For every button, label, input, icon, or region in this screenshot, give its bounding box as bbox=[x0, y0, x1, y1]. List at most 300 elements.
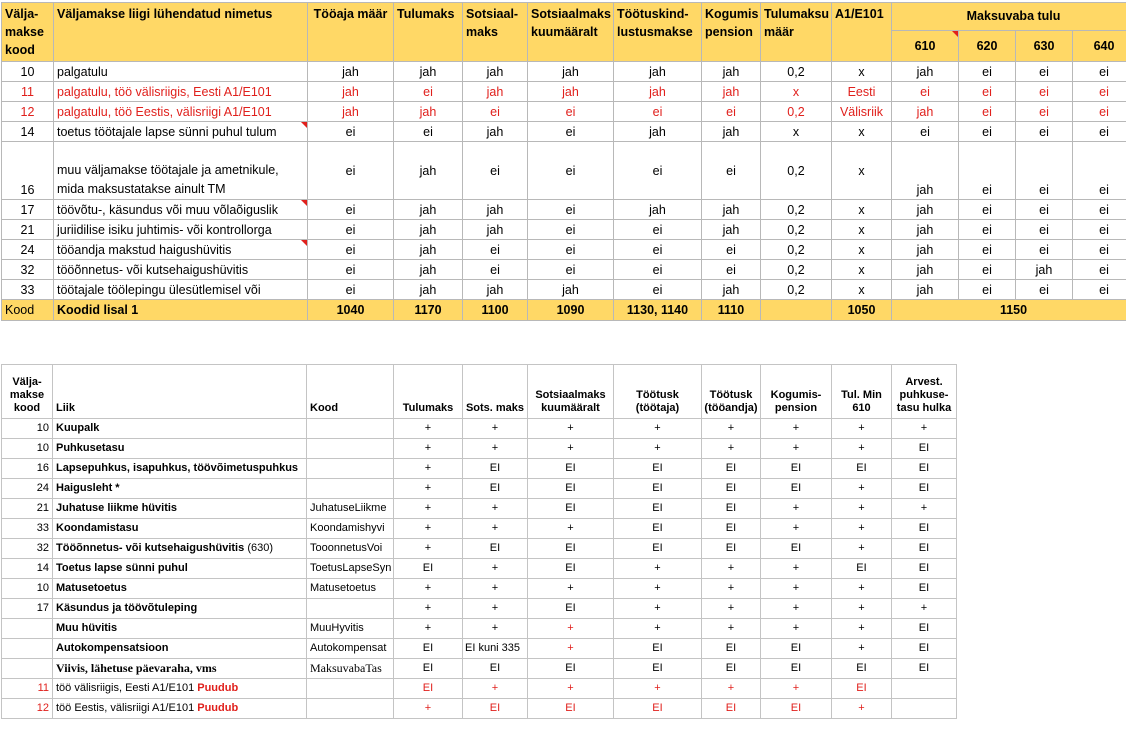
row-cell: jah bbox=[702, 82, 761, 102]
row-cell: + bbox=[528, 519, 614, 539]
row-type-label: töö välisriigis, Eesti A1/E101 bbox=[56, 682, 195, 694]
row-cell: EI bbox=[761, 639, 832, 659]
table1-row bbox=[2, 122, 1126, 142]
row-cell: jah bbox=[463, 280, 528, 300]
row-cell: ei bbox=[614, 220, 702, 240]
t2-col-tooandja-header: Töötusk (tööandja) bbox=[702, 365, 761, 419]
table2-header bbox=[2, 365, 957, 419]
row-cell: ei bbox=[1073, 102, 1126, 122]
row-cell bbox=[892, 679, 957, 699]
footer-tulumaks: 1170 bbox=[394, 300, 463, 321]
row-cell: + bbox=[394, 539, 463, 559]
row-cell: + bbox=[892, 499, 957, 519]
row-cell: ei bbox=[959, 102, 1016, 122]
row-cell: EI bbox=[463, 539, 528, 559]
row-cell: EI bbox=[614, 539, 702, 559]
row-cell: + bbox=[832, 699, 892, 719]
row-cell: EI bbox=[614, 699, 702, 719]
table2-row bbox=[2, 559, 957, 579]
row-name: tööõnnetus- või kutsehaigushüvitis bbox=[54, 260, 308, 280]
row-type-label: töö Eestis, välisriigi A1/E101 bbox=[56, 702, 195, 714]
row-code bbox=[2, 639, 53, 659]
table1-row bbox=[2, 280, 1126, 300]
row-cell: EI bbox=[702, 479, 761, 499]
row-cell: 0,2 bbox=[761, 142, 832, 200]
row-cell: EI bbox=[702, 539, 761, 559]
table1-row bbox=[2, 220, 1126, 240]
row-code: 33 bbox=[2, 280, 54, 300]
row-cell: 0,2 bbox=[761, 220, 832, 240]
row-code: 10 bbox=[2, 579, 53, 599]
row-type-label: Matusetoetus bbox=[56, 582, 127, 594]
row-kood bbox=[307, 479, 394, 499]
row-cell: EI bbox=[832, 659, 892, 679]
row-cell bbox=[892, 699, 957, 719]
row-name: töötajale töölepingu ülesütlemisel või bbox=[54, 280, 308, 300]
row-cell: + bbox=[702, 679, 761, 699]
row-cell: EI bbox=[892, 519, 957, 539]
row-cell: + bbox=[463, 579, 528, 599]
row-cell: EI bbox=[394, 639, 463, 659]
row-cell: jah bbox=[892, 62, 959, 82]
row-cell: + bbox=[394, 439, 463, 459]
row-cell: ei bbox=[892, 122, 959, 142]
row-cell: jah bbox=[614, 200, 702, 220]
row-cell: EI bbox=[528, 699, 614, 719]
row-cell: x bbox=[832, 142, 892, 200]
row-cell: + bbox=[761, 599, 832, 619]
row-cell: x bbox=[761, 82, 832, 102]
row-cell: 0,2 bbox=[761, 240, 832, 260]
row-type-label: Haigusleht * bbox=[56, 482, 120, 494]
row-cell: + bbox=[394, 699, 463, 719]
row-cell: EI bbox=[614, 459, 702, 479]
row-type bbox=[53, 599, 307, 619]
table2-row bbox=[2, 419, 957, 439]
table1-row bbox=[2, 62, 1126, 82]
row-cell: + bbox=[614, 559, 702, 579]
row-kood bbox=[307, 599, 394, 619]
row-name: töövõtu-, käsundus või muu võlaõiguslik bbox=[54, 200, 308, 220]
t2-col-kood-header: Välja-makse kood bbox=[2, 365, 53, 419]
row-cell: EI bbox=[614, 499, 702, 519]
puudub-label: Puudub bbox=[197, 682, 239, 694]
row-cell: EI bbox=[702, 499, 761, 519]
row-cell: ei bbox=[394, 82, 463, 102]
row-cell: ei bbox=[463, 240, 528, 260]
row-cell: + bbox=[528, 439, 614, 459]
row-cell: EI bbox=[702, 699, 761, 719]
row-cell: jah bbox=[614, 62, 702, 82]
row-cell: EI bbox=[761, 659, 832, 679]
row-cell: x bbox=[832, 260, 892, 280]
row-type-label: Koondamistasu bbox=[56, 522, 139, 534]
row-cell: EI bbox=[394, 659, 463, 679]
row-cell: ei bbox=[308, 122, 394, 142]
table1-row bbox=[2, 142, 1126, 200]
row-type-label: Viivis, lähetuse päevaraha, vms bbox=[56, 661, 217, 675]
row-cell: ei bbox=[959, 62, 1016, 82]
t2-col-arvest-header: Arvest. puhkuse-tasu hulka bbox=[892, 365, 957, 419]
row-cell: jah bbox=[702, 200, 761, 220]
row-cell: ei bbox=[1016, 122, 1073, 142]
row-cell: + bbox=[761, 439, 832, 459]
row-cell: EI bbox=[892, 639, 957, 659]
table1-row bbox=[2, 102, 1126, 122]
col-kogumis-header: Kogumis pension bbox=[702, 3, 761, 62]
row-cell: + bbox=[832, 599, 892, 619]
row-type bbox=[53, 499, 307, 519]
row-cell: ei bbox=[959, 260, 1016, 280]
row-kood: Koondamishyvi bbox=[307, 519, 394, 539]
row-cell: jah bbox=[892, 220, 959, 240]
row-cell: + bbox=[832, 479, 892, 499]
row-cell: ei bbox=[1016, 280, 1073, 300]
table1-header bbox=[2, 3, 1126, 62]
row-kood bbox=[307, 439, 394, 459]
col-kood-header: Välja-makse kood bbox=[2, 3, 54, 62]
row-cell: x bbox=[761, 122, 832, 142]
table2-row bbox=[2, 619, 957, 639]
row-cell: EI bbox=[614, 479, 702, 499]
col-a1-header: A1/E101 bbox=[832, 3, 892, 62]
row-type-label: Juhatuse liikme hüvitis bbox=[56, 502, 178, 514]
row-kood: JuhatuseLiikme bbox=[307, 499, 394, 519]
row-cell: jah bbox=[892, 102, 959, 122]
col-610-header: 610 bbox=[892, 30, 959, 61]
row-cell: ei bbox=[308, 142, 394, 200]
row-type bbox=[53, 419, 307, 439]
row-cell: + bbox=[463, 499, 528, 519]
row-cell: EI bbox=[892, 659, 957, 679]
row-cell: jah bbox=[1016, 260, 1073, 280]
row-cell: + bbox=[394, 519, 463, 539]
row-type-label: Tööõnnetus- või kutsehaigushüvitis bbox=[56, 542, 245, 554]
payroll-items-table bbox=[1, 364, 957, 719]
row-cell: EI bbox=[394, 559, 463, 579]
table2-row bbox=[2, 699, 957, 719]
row-cell: + bbox=[832, 619, 892, 639]
row-cell: ei bbox=[528, 220, 614, 240]
row-cell: ei bbox=[702, 240, 761, 260]
row-cell: Välisriik bbox=[832, 102, 892, 122]
row-cell: + bbox=[761, 419, 832, 439]
row-cell: jah bbox=[528, 280, 614, 300]
row-cell: ei bbox=[1016, 102, 1073, 122]
row-code: 17 bbox=[2, 599, 53, 619]
row-cell: ei bbox=[1016, 62, 1073, 82]
row-cell: + bbox=[463, 439, 528, 459]
row-name: juriidilise isiku juhtimis- või kontrollorga bbox=[54, 220, 308, 240]
row-type bbox=[53, 619, 307, 639]
row-kood: MaksuvabaTas bbox=[307, 659, 394, 679]
t2-col-tulumaks-header: Tulumaks bbox=[394, 365, 463, 419]
footer-tmm bbox=[761, 300, 832, 321]
row-name: palgatulu bbox=[54, 62, 308, 82]
row-cell: EI bbox=[832, 559, 892, 579]
row-code: 21 bbox=[2, 499, 53, 519]
row-cell: jah bbox=[308, 102, 394, 122]
row-cell: ei bbox=[1073, 200, 1126, 220]
row-cell: ei bbox=[614, 102, 702, 122]
footer-sots: 1100 bbox=[463, 300, 528, 321]
t2-col-sotsk-header: Sotsiaalmaks kuumääralt bbox=[528, 365, 614, 419]
row-cell: + bbox=[702, 579, 761, 599]
row-cell: jah bbox=[892, 142, 959, 200]
row-cell: EI bbox=[463, 699, 528, 719]
row-cell: + bbox=[832, 539, 892, 559]
row-cell: jah bbox=[463, 220, 528, 240]
row-type bbox=[53, 539, 307, 559]
row-cell: + bbox=[614, 599, 702, 619]
row-cell: ei bbox=[463, 142, 528, 200]
row-kood: TooonnetusVoi bbox=[307, 539, 394, 559]
row-cell: x bbox=[832, 240, 892, 260]
row-cell: jah bbox=[463, 200, 528, 220]
row-code: 10 bbox=[2, 419, 53, 439]
row-cell: ei bbox=[308, 240, 394, 260]
row-cell: ei bbox=[528, 142, 614, 200]
row-cell: ei bbox=[1073, 122, 1126, 142]
row-cell: jah bbox=[892, 200, 959, 220]
row-kood: MuuHyvitis bbox=[307, 619, 394, 639]
row-cell: + bbox=[832, 419, 892, 439]
row-cell: + bbox=[614, 579, 702, 599]
table2-row bbox=[2, 679, 957, 699]
table1-row bbox=[2, 240, 1126, 260]
row-cell: ei bbox=[702, 102, 761, 122]
row-name: muu väljamakse töötajale ja ametnikule, mida maksustatakse ainult TM bbox=[54, 142, 308, 200]
row-cell: ei bbox=[1073, 280, 1126, 300]
row-cell: + bbox=[528, 419, 614, 439]
row-cell: + bbox=[463, 559, 528, 579]
row-cell: 0,2 bbox=[761, 62, 832, 82]
row-cell: EI bbox=[832, 679, 892, 699]
row-type bbox=[53, 699, 307, 719]
row-type bbox=[53, 579, 307, 599]
row-cell: + bbox=[614, 679, 702, 699]
row-cell: jah bbox=[463, 62, 528, 82]
row-type-label: Toetus lapse sünni puhul bbox=[56, 562, 188, 574]
row-code: 10 bbox=[2, 62, 54, 82]
row-cell: EI bbox=[463, 479, 528, 499]
row-cell: Eesti bbox=[832, 82, 892, 102]
t2-col-tulmin-header: Tul. Min 610 bbox=[832, 365, 892, 419]
row-cell: ei bbox=[1016, 200, 1073, 220]
row-cell: EI bbox=[702, 659, 761, 679]
row-cell: + bbox=[394, 459, 463, 479]
row-code: 12 bbox=[2, 699, 53, 719]
row-cell: ei bbox=[528, 200, 614, 220]
row-cell: ei bbox=[308, 260, 394, 280]
row-cell: jah bbox=[394, 142, 463, 200]
row-cell: ei bbox=[959, 240, 1016, 260]
row-type-label: Muu hüvitis bbox=[56, 622, 118, 634]
row-cell: EI bbox=[832, 459, 892, 479]
row-name: palgatulu, töö Eestis, välisriigi A1/E101 bbox=[54, 102, 308, 122]
col-tootus-header: Töötuskind-lustusmakse bbox=[614, 3, 702, 62]
row-cell: EI bbox=[702, 639, 761, 659]
row-cell: x bbox=[832, 220, 892, 240]
row-cell: ei bbox=[1073, 142, 1126, 200]
row-code bbox=[2, 619, 53, 639]
row-cell: EI bbox=[528, 539, 614, 559]
row-cell: EI kuni 335 bbox=[463, 639, 528, 659]
row-cell: ei bbox=[308, 200, 394, 220]
row-cell: jah bbox=[394, 280, 463, 300]
col-tmm-header: Tulumaksu määr bbox=[761, 3, 832, 62]
row-code: 24 bbox=[2, 479, 53, 499]
row-cell: jah bbox=[394, 220, 463, 240]
row-cell: jah bbox=[308, 82, 394, 102]
row-type-label: Puhkusetasu bbox=[56, 442, 125, 454]
row-cell: EI bbox=[463, 459, 528, 479]
row-cell: + bbox=[528, 579, 614, 599]
row-cell: EI bbox=[702, 519, 761, 539]
table1-row bbox=[2, 82, 1126, 102]
row-cell: + bbox=[463, 599, 528, 619]
code-630-note: (630) bbox=[247, 542, 273, 554]
row-cell: + bbox=[761, 619, 832, 639]
row-kood bbox=[307, 679, 394, 699]
row-code: 17 bbox=[2, 200, 54, 220]
row-cell: ei bbox=[1016, 142, 1073, 200]
row-code: 14 bbox=[2, 559, 53, 579]
footer-a1: 1050 bbox=[832, 300, 892, 321]
row-cell: jah bbox=[308, 62, 394, 82]
row-cell: + bbox=[761, 499, 832, 519]
row-cell: jah bbox=[702, 62, 761, 82]
t2-col-tootja-header: Töötusk (töötaja) bbox=[614, 365, 702, 419]
row-cell: 0,2 bbox=[761, 102, 832, 122]
row-cell: ei bbox=[959, 200, 1016, 220]
row-type bbox=[53, 559, 307, 579]
row-cell: EI bbox=[892, 439, 957, 459]
row-type bbox=[53, 519, 307, 539]
row-cell: ei bbox=[308, 280, 394, 300]
row-cell: EI bbox=[528, 599, 614, 619]
row-cell: jah bbox=[892, 260, 959, 280]
row-cell: ei bbox=[614, 142, 702, 200]
row-cell: + bbox=[892, 599, 957, 619]
row-cell: jah bbox=[528, 62, 614, 82]
table2-row bbox=[2, 519, 957, 539]
row-cell: EI bbox=[892, 579, 957, 599]
col-maksuvaba-header: Maksuvaba tulu bbox=[892, 3, 1126, 31]
t2-col-koodname-header: Kood bbox=[307, 365, 394, 419]
table2-row bbox=[2, 479, 957, 499]
row-cell: + bbox=[528, 639, 614, 659]
row-cell: ei bbox=[463, 260, 528, 280]
row-cell: 0,2 bbox=[761, 280, 832, 300]
row-cell: ei bbox=[1073, 62, 1126, 82]
row-type bbox=[53, 659, 307, 679]
row-cell: ei bbox=[959, 220, 1016, 240]
row-cell: ei bbox=[702, 260, 761, 280]
row-cell: + bbox=[832, 579, 892, 599]
row-cell: EI bbox=[528, 659, 614, 679]
row-type-label: Lapsepuhkus, isapuhkus, töövõimetuspuhkus bbox=[56, 462, 299, 474]
row-cell: + bbox=[394, 599, 463, 619]
table2-row bbox=[2, 459, 957, 479]
row-cell: EI bbox=[761, 539, 832, 559]
row-cell: EI bbox=[892, 559, 957, 579]
table1-row bbox=[2, 260, 1126, 280]
row-cell: + bbox=[892, 419, 957, 439]
table1-footer bbox=[2, 300, 1126, 321]
row-cell: jah bbox=[394, 62, 463, 82]
footer-kood: Kood bbox=[2, 300, 54, 321]
row-cell: EI bbox=[394, 679, 463, 699]
row-code: 16 bbox=[2, 142, 54, 200]
row-cell: + bbox=[463, 419, 528, 439]
row-cell: + bbox=[463, 679, 528, 699]
row-cell: EI bbox=[761, 479, 832, 499]
row-code: 10 bbox=[2, 439, 53, 459]
row-type bbox=[53, 439, 307, 459]
row-cell: EI bbox=[528, 499, 614, 519]
row-cell: ei bbox=[394, 122, 463, 142]
row-cell: ei bbox=[528, 102, 614, 122]
row-cell: ei bbox=[308, 220, 394, 240]
col-tulumaks-header: Tulumaks bbox=[394, 3, 463, 62]
row-type bbox=[53, 459, 307, 479]
row-cell: + bbox=[761, 579, 832, 599]
row-cell: EI bbox=[892, 619, 957, 639]
row-code bbox=[2, 659, 53, 679]
row-cell: x bbox=[832, 200, 892, 220]
row-cell: jah bbox=[702, 220, 761, 240]
footer-label: Koodid lisal 1 bbox=[54, 300, 308, 321]
row-cell: EI bbox=[761, 699, 832, 719]
row-cell: ei bbox=[1016, 82, 1073, 102]
col-640-header: 640 bbox=[1073, 30, 1126, 61]
row-cell: EI bbox=[892, 459, 957, 479]
row-cell: jah bbox=[892, 280, 959, 300]
row-cell: EI bbox=[892, 539, 957, 559]
col-620-header: 620 bbox=[959, 30, 1016, 61]
row-cell: + bbox=[832, 439, 892, 459]
table2-row bbox=[2, 499, 957, 519]
row-cell: ei bbox=[959, 122, 1016, 142]
row-cell: ei bbox=[463, 102, 528, 122]
row-cell: ei bbox=[959, 142, 1016, 200]
row-cell: + bbox=[702, 599, 761, 619]
row-cell: jah bbox=[394, 240, 463, 260]
row-code: 12 bbox=[2, 102, 54, 122]
row-cell: + bbox=[702, 419, 761, 439]
row-cell: ei bbox=[1073, 260, 1126, 280]
t2-col-sots-header: Sots. maks bbox=[463, 365, 528, 419]
row-cell: + bbox=[702, 439, 761, 459]
table2-row bbox=[2, 639, 957, 659]
row-cell: ei bbox=[892, 82, 959, 102]
col-sotsk-header: Sotsiaalmaks kuumääralt bbox=[528, 3, 614, 62]
row-cell: EI bbox=[614, 519, 702, 539]
table2-body bbox=[2, 419, 957, 719]
row-cell: ei bbox=[1073, 240, 1126, 260]
row-cell: + bbox=[463, 519, 528, 539]
footer-tooaeg: 1040 bbox=[308, 300, 394, 321]
table2-row bbox=[2, 539, 957, 559]
row-cell: + bbox=[394, 499, 463, 519]
row-cell: jah bbox=[394, 102, 463, 122]
row-type-label: Kuupalk bbox=[56, 422, 100, 434]
row-type bbox=[53, 479, 307, 499]
row-cell: jah bbox=[463, 82, 528, 102]
row-kood: Matusetoetus bbox=[307, 579, 394, 599]
row-cell: 0,2 bbox=[761, 260, 832, 280]
